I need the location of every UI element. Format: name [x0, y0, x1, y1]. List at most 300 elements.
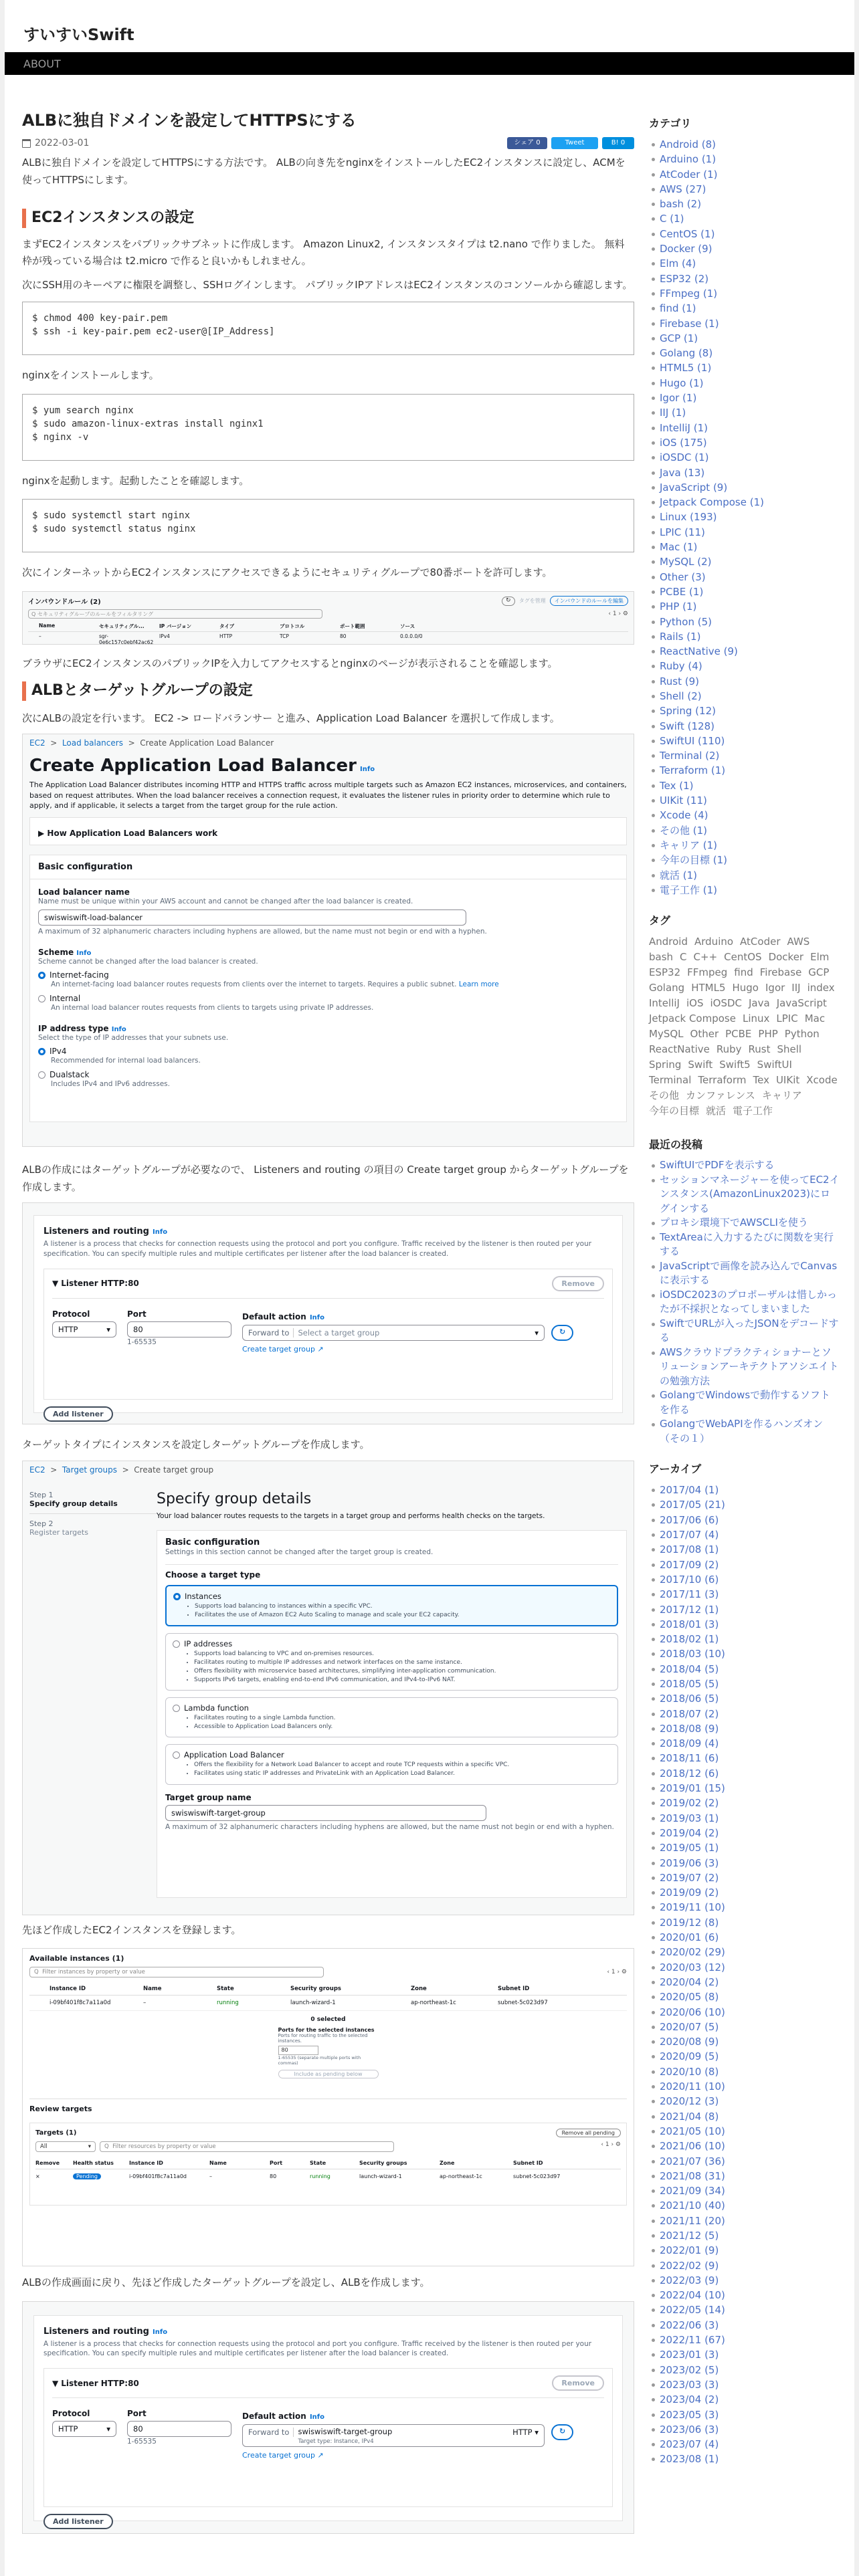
selected-count: 0 selected — [310, 2016, 346, 2024]
tag-link[interactable]: AtCoder — [740, 936, 781, 948]
archive-link[interactable]: 2017/09 (2) — [660, 1558, 719, 1571]
recent-post-link[interactable]: AWSクラウドプラクティショナーとソリューションアーキテクトアソシエイトの勉強方法 — [660, 1346, 839, 1387]
recent-post-item — [649, 1173, 840, 1216]
archive-link[interactable]: 2023/04 (2) — [660, 2393, 719, 2406]
archive-link[interactable]: 2022/06 (3) — [660, 2319, 719, 2331]
archive-link[interactable]: 2021/11 (20) — [660, 2214, 725, 2227]
tag-link[interactable]: Java — [749, 997, 770, 1010]
archive-link[interactable]: 2019/03 (1) — [660, 1812, 719, 1824]
tag-link[interactable]: JavaScript — [776, 997, 827, 1010]
category-link[interactable]: Mac (1) — [660, 541, 698, 554]
recent-post-link[interactable]: SwiftUIでPDFを表示する — [660, 1159, 775, 1172]
target-type-option[interactable] — [165, 1697, 618, 1737]
category-link[interactable]: find (1) — [660, 302, 696, 315]
tag-link[interactable]: PHP — [758, 1028, 778, 1041]
listeners-info-link[interactable]: Info — [153, 1228, 168, 1237]
crumb-ec2[interactable]: EC2 — [29, 1465, 45, 1475]
dualstack-radio[interactable] — [38, 1071, 45, 1079]
category-link[interactable]: ESP32 (2) — [660, 272, 709, 285]
archive-link[interactable]: 2017/04 (1) — [660, 1484, 719, 1497]
archive-link[interactable]: 2023/02 (5) — [660, 2363, 719, 2376]
tag-link[interactable]: Golang — [649, 982, 685, 994]
category-link[interactable]: bash (2) — [660, 198, 702, 211]
category-link[interactable]: Terraform (1) — [660, 764, 726, 777]
archive-link[interactable]: 2020/07 (5) — [660, 2020, 719, 2033]
tag-link[interactable]: FFmpeg — [687, 966, 728, 979]
archive-link[interactable]: 2021/06 (10) — [660, 2140, 725, 2153]
instances-pagination[interactable]: ‹ 1 › ⚙ — [607, 1969, 627, 1976]
category-link[interactable]: Linux (193) — [660, 511, 717, 524]
tag-link[interactable]: Terraform — [698, 1074, 747, 1087]
action2-info-link[interactable]: Info — [309, 2413, 324, 2422]
recent-post-link[interactable]: SwiftでURLが入ったJSONをデコードする — [660, 1317, 839, 1344]
tag-link[interactable]: Python — [784, 1028, 820, 1041]
archive-link[interactable]: 2018/04 (5) — [660, 1662, 719, 1675]
tag-link[interactable]: Hugo — [732, 982, 759, 994]
archive-link[interactable]: 2017/10 (6) — [660, 1573, 719, 1586]
table-cell: – — [143, 2000, 147, 2007]
edit-inbound-rules-button[interactable]: インバウンドのルールを編集 — [550, 596, 628, 606]
add-listener2-button[interactable]: Add listener — [43, 2514, 113, 2529]
target-type-option[interactable] — [165, 1585, 618, 1626]
tag-link[interactable]: PCBE — [725, 1028, 752, 1041]
archive-link[interactable]: 2020/03 (12) — [660, 1961, 725, 1973]
remove-target-icon: × — [35, 2173, 40, 2180]
basic-configuration-panel — [29, 855, 627, 1122]
archive-link[interactable]: 2020/02 (29) — [660, 1946, 725, 1959]
target-type-option[interactable] — [165, 1744, 618, 1784]
category-link[interactable]: Ruby (4) — [660, 660, 702, 673]
category-link[interactable]: 電子工作 (1) — [660, 883, 718, 896]
tweet-button[interactable]: Tweet — [551, 137, 598, 149]
category-link[interactable]: Swift (128) — [660, 720, 714, 732]
category-item — [649, 748, 840, 763]
step1-name[interactable]: Specify group details — [29, 1499, 118, 1508]
tag-link[interactable]: Mac — [804, 1012, 826, 1025]
instances-filter-input[interactable]: Q Filter instances by property or value — [29, 1967, 324, 1977]
archive-link[interactable]: 2022/02 (9) — [660, 2259, 719, 2272]
category-link[interactable]: Terminal (2) — [660, 750, 720, 762]
category-link[interactable]: IntelliJ (1) — [660, 421, 708, 434]
tag-link[interactable]: Jetpack Compose — [649, 1012, 736, 1025]
tag-link[interactable]: Spring — [649, 1059, 682, 1071]
listener2-collapse-icon[interactable]: ▼ — [52, 2378, 59, 2388]
archive-link[interactable]: 2018/06 (5) — [660, 1693, 719, 1705]
category-link[interactable]: Tex (1) — [660, 779, 694, 792]
category-link[interactable]: Xcode (4) — [660, 809, 708, 822]
category-link[interactable]: 今年の目標 (1) — [660, 854, 728, 867]
category-link[interactable]: Shell (2) — [660, 689, 702, 702]
archive-link[interactable]: 2021/10 (40) — [660, 2199, 725, 2212]
archive-link[interactable]: 2019/09 (2) — [660, 1887, 719, 1899]
archive-link[interactable]: 2017/07 (4) — [660, 1529, 719, 1541]
port2-input[interactable]: 80 — [127, 2421, 231, 2437]
tag-link[interactable]: 就活 — [706, 1105, 727, 1117]
tag-link[interactable]: index — [807, 982, 835, 994]
selected-target-group: swiswiswift-target-group — [298, 2427, 393, 2437]
category-link[interactable]: PCBE (1) — [660, 585, 704, 598]
create-target-group-text: Create target group — [242, 1344, 315, 1354]
install-code-block: $ yum search nginx $ sudo amazon-linux-extras install nginx1 $ nginx -v — [22, 394, 634, 461]
column-header: Zone — [440, 2160, 455, 2167]
archive-link[interactable]: 2021/07 (36) — [660, 2155, 725, 2167]
category-link[interactable]: HTML5 (1) — [660, 362, 712, 374]
site-header — [5, 0, 854, 52]
recent-post-link[interactable]: セッションマネージャーを使ってEC2インスタンス(AmazonLinux2023)にログインする — [660, 1173, 840, 1214]
archive-link[interactable]: 2021/08 (31) — [660, 2169, 725, 2182]
pagination[interactable]: ‹ 1 › ⚙ — [608, 610, 628, 617]
target-type-option[interactable] — [165, 1633, 618, 1691]
archive-link[interactable]: 2018/05 (5) — [660, 1678, 719, 1690]
archive-item — [649, 1513, 840, 1527]
category-link[interactable]: Rails (1) — [660, 630, 701, 643]
option-bullets — [194, 1650, 611, 1685]
category-link[interactable]: ReactNative (9) — [660, 645, 738, 658]
category-link[interactable]: Hugo (1) — [660, 377, 704, 389]
refresh-icon[interactable]: ↻ — [551, 1325, 573, 1341]
archive-link[interactable]: 2021/04 (8) — [660, 2110, 719, 2123]
archive-link[interactable]: 2018/03 (10) — [660, 1648, 725, 1660]
tag-link[interactable]: LPIC — [776, 1012, 798, 1025]
tag-link[interactable]: IntelliJ — [649, 997, 680, 1010]
category-link[interactable]: Golang (8) — [660, 347, 713, 360]
option-bullet: • Supports load balancing to instances within a specific VPC. — [195, 1602, 610, 1611]
category-link[interactable]: AtCoder (1) — [660, 168, 718, 181]
option-radio[interactable] — [173, 1593, 181, 1600]
archive-link[interactable]: 2020/12 (3) — [660, 2095, 719, 2108]
archive-link[interactable]: 2022/11 (67) — [660, 2334, 725, 2347]
internet-facing-label: Internet-facing — [50, 970, 109, 980]
archive-link[interactable]: 2018/11 (6) — [660, 1752, 719, 1765]
archive-item — [649, 2347, 840, 2362]
archive-link[interactable]: 2018/01 (3) — [660, 1618, 719, 1630]
create-target-group-link[interactable]: Create target group ↗ — [242, 1344, 324, 1354]
tag-link[interactable]: iOSDC — [710, 997, 742, 1010]
option-radio[interactable] — [173, 1751, 180, 1759]
remove-all-pending-button[interactable]: Remove all pending — [556, 2129, 621, 2137]
category-item — [649, 734, 840, 748]
table-cell: launch-wizard-1 — [290, 2000, 336, 2007]
archive-item — [649, 2333, 840, 2347]
tag-link[interactable]: Shell — [777, 1043, 802, 1056]
category-item — [649, 272, 840, 286]
sg-search-input[interactable]: Q セキュリティグループのルールをフィルタリング — [28, 609, 322, 619]
archive-link[interactable]: 2019/05 (1) — [660, 1842, 719, 1854]
target-group-select[interactable] — [242, 1325, 545, 1341]
category-link[interactable]: MySQL (2) — [660, 556, 712, 568]
protocol-select[interactable] — [52, 1321, 116, 1337]
refresh-icon[interactable]: ↻ — [502, 597, 515, 606]
tag-link[interactable]: Tex — [753, 1074, 769, 1087]
tag-link[interactable]: bash — [649, 951, 674, 964]
category-item — [649, 793, 840, 808]
category-link[interactable]: LPIC (11) — [660, 526, 705, 538]
category-link[interactable]: PHP (1) — [660, 601, 697, 613]
archive-link[interactable]: 2019/07 (2) — [660, 1871, 719, 1884]
recent-post-link[interactable]: GolangでWebAPIを作るハンズオン（その１） — [660, 1418, 824, 1444]
ipv4-desc: Recommended for internal load balancers. — [51, 1057, 201, 1065]
recent-post-link[interactable]: GolangでWindowsで動作するソフトを作る — [660, 1389, 830, 1416]
listeners2-info-link[interactable]: Info — [153, 2328, 168, 2336]
archive-link[interactable]: 2023/08 (1) — [660, 2453, 719, 2466]
internet-facing-radio[interactable] — [38, 972, 45, 979]
archive-link[interactable]: 2022/05 (14) — [660, 2304, 725, 2317]
dualstack-label: Dualstack — [50, 1070, 90, 1080]
ports-input[interactable]: 80 — [278, 2046, 318, 2055]
target-group2-select[interactable] — [242, 2424, 545, 2447]
category-item — [649, 719, 840, 734]
option-radio[interactable] — [173, 1640, 180, 1648]
site-title[interactable]: すいすいSwift — [23, 25, 134, 44]
category-link[interactable]: Arduino (1) — [660, 153, 717, 166]
category-link[interactable]: SwiftUI (110) — [660, 734, 725, 747]
option-radio[interactable] — [173, 1705, 180, 1712]
archive-link[interactable]: 2022/01 (9) — [660, 2244, 719, 2257]
tag-link[interactable]: Arduino — [694, 936, 734, 948]
category-link[interactable]: キャリア (1) — [660, 839, 718, 851]
tag-link[interactable]: iOS — [686, 997, 704, 1010]
scheme-label: Scheme — [38, 947, 74, 957]
tag-link[interactable]: Docker — [768, 951, 804, 964]
archive-item — [649, 1840, 840, 1855]
category-link[interactable]: JavaScript (9) — [660, 481, 728, 494]
category-link[interactable]: iOS (175) — [660, 436, 707, 449]
listener-remove-button[interactable]: Remove — [552, 1276, 604, 1291]
tag-link[interactable]: Linux — [742, 1012, 770, 1025]
archive-link[interactable]: 2019/06 (3) — [660, 1856, 719, 1869]
nav-about[interactable]: ABOUT — [23, 57, 61, 70]
category-link[interactable]: その他 (1) — [660, 824, 708, 837]
crumb-load-balancers[interactable]: Load balancers — [62, 738, 123, 748]
archive-link[interactable]: 2020/08 (9) — [660, 2036, 719, 2048]
archive-link[interactable]: 2018/07 (2) — [660, 1707, 719, 1720]
archive-link[interactable]: 2017/11 (3) — [660, 1588, 719, 1601]
archive-link[interactable]: 2018/12 (6) — [660, 1767, 719, 1780]
option-bullets — [195, 1602, 610, 1620]
category-link[interactable]: CentOS (1) — [660, 227, 715, 240]
archive-item — [649, 2214, 840, 2228]
option-bullet: • Facilitates the use of Amazon EC2 Auto Scaling to manage and scale your EC2 capacity. — [195, 1611, 610, 1620]
archive-item — [649, 1811, 840, 1826]
crumb-ec2[interactable]: EC2 — [29, 738, 45, 748]
recent-post-link[interactable]: TextAreaに入力するたびに関数を実行する — [660, 1230, 834, 1258]
option-bullet: • Supports IPv6 targets, enabling end-to-end IPv6 communication, and IPv4-to-IPv6 NAT. — [194, 1676, 611, 1685]
category-link[interactable]: Spring (12) — [660, 705, 716, 718]
tag-link[interactable]: ReactNative — [649, 1043, 710, 1056]
archive-link[interactable]: 2020/11 (10) — [660, 2080, 725, 2093]
category-link[interactable]: Firebase (1) — [660, 317, 719, 330]
targets-filter-select[interactable] — [35, 2141, 96, 2152]
table-row[interactable] — [28, 632, 628, 645]
archive-link[interactable]: 2023/07 (4) — [660, 2438, 719, 2451]
lb-name-input[interactable]: swiswiswift-load-balancer — [38, 909, 466, 926]
archive-link[interactable]: 2017/08 (1) — [660, 1543, 719, 1556]
category-link[interactable]: UIKit (11) — [660, 794, 707, 807]
archive-link[interactable]: 2017/06 (6) — [660, 1513, 719, 1526]
tag-link[interactable]: find — [734, 966, 753, 979]
category-link[interactable]: Jetpack Compose (1) — [660, 496, 764, 509]
tag-link[interactable]: C — [680, 951, 687, 964]
ipv4-radio[interactable] — [38, 1048, 45, 1055]
option-title — [173, 1750, 611, 1759]
archive-link[interactable]: 2018/02 (1) — [660, 1633, 719, 1646]
scheme-info-link[interactable]: Info — [76, 949, 92, 957]
recent-post-link[interactable]: iOSDC2023のプロポーザルは惜しかったが不採択となってしまいました — [660, 1288, 837, 1315]
option-name: Lambda function — [184, 1703, 249, 1713]
archive-link[interactable]: 2017/12 (1) — [660, 1603, 719, 1616]
category-link[interactable]: FFmpeg (1) — [660, 287, 718, 300]
category-link[interactable]: Python (5) — [660, 615, 712, 628]
archive-link[interactable]: 2021/05 (10) — [660, 2125, 725, 2137]
archive-link[interactable]: 2020/10 (8) — [660, 2065, 719, 2078]
heading-ec2: EC2インスタンスの設定 — [22, 209, 634, 228]
facebook-share-button[interactable]: シェア 0 — [507, 137, 547, 149]
column-header: Name — [39, 622, 56, 629]
tag-link[interactable]: Igor — [765, 982, 785, 994]
table-cell: TCP — [280, 633, 289, 639]
tag-link[interactable]: CentOS — [724, 951, 762, 964]
option-bullet: • Facilitates routing to a single Lambda function. — [194, 1714, 611, 1723]
manage-tags-button[interactable]: タグを管理 — [518, 598, 546, 605]
archive-link[interactable]: 2022/04 (10) — [660, 2289, 725, 2302]
targets-pagination[interactable]: ‹ 1 › ⚙ — [601, 2141, 621, 2149]
tag-link[interactable]: Rust — [748, 1043, 771, 1056]
table-cell[interactable] — [35, 2173, 73, 2179]
recent-post-link[interactable]: プロキシ環境下でAWSCLIを使う — [660, 1216, 808, 1229]
tag-link[interactable]: UIKit — [775, 1074, 800, 1087]
archive-link[interactable]: 2020/04 (2) — [660, 1975, 719, 1988]
tag-link[interactable]: 電子工作 — [733, 1105, 773, 1117]
step2-label: Step 2 — [29, 1519, 54, 1528]
category-link[interactable]: AWS (27) — [660, 183, 706, 195]
tag-link[interactable]: Terminal — [649, 1074, 692, 1087]
category-link[interactable]: Other (3) — [660, 570, 706, 583]
tag-link[interactable]: SwiftUI — [757, 1059, 792, 1071]
category-item — [649, 211, 840, 226]
archive-link[interactable]: 2020/09 (5) — [660, 2050, 719, 2063]
archive-link[interactable]: 2020/05 (8) — [660, 1991, 719, 2004]
tag-link[interactable]: Elm — [810, 951, 830, 964]
tag-link[interactable]: Swift5 — [719, 1059, 751, 1071]
instances-table-row[interactable] — [29, 1996, 627, 2011]
protocol2-select[interactable] — [52, 2421, 116, 2437]
target-group-protocol: HTTP ▾ — [512, 2428, 539, 2438]
category-link[interactable]: Igor (1) — [660, 392, 697, 405]
archive-link[interactable]: 2021/12 (5) — [660, 2229, 719, 2242]
instances-table-header — [29, 1983, 627, 1996]
tag-link[interactable]: ESP32 — [649, 966, 681, 979]
listener-collapse-icon[interactable]: ▼ — [52, 1279, 59, 1289]
category-item — [649, 629, 840, 644]
recent-post-item — [649, 1216, 840, 1230]
ports-hint: Ports for routing traffic to the selected instances. — [278, 2033, 368, 2044]
category-link[interactable]: 就活 (1) — [660, 869, 698, 881]
archive-link[interactable]: 2019/01 (15) — [660, 1782, 725, 1795]
tag-link[interactable]: カンファレンス — [686, 1089, 755, 1102]
category-item — [649, 778, 840, 793]
archive-link[interactable]: 2018/08 (9) — [660, 1722, 719, 1735]
archive-link[interactable]: 2023/01 (3) — [660, 2349, 719, 2361]
archive-link[interactable]: 2017/05 (21) — [660, 1499, 725, 1511]
recent-post-link[interactable]: JavaScriptで画像を読み込んでCanvasに表示する — [660, 1259, 838, 1287]
action-info-link[interactable]: Info — [309, 1313, 324, 1321]
category-link[interactable]: Docker (9) — [660, 243, 712, 255]
category-link[interactable]: iOSDC (1) — [660, 451, 709, 464]
tag-link[interactable]: その他 — [649, 1089, 680, 1102]
targets-filter-input[interactable]: Q Filter resources by property or value — [100, 2141, 394, 2152]
category-link[interactable]: Elm (4) — [660, 257, 696, 270]
tag-link[interactable]: Other — [690, 1028, 719, 1041]
how-alb-works-panel[interactable] — [29, 817, 627, 845]
category-link[interactable]: Android (8) — [660, 138, 717, 150]
port-input[interactable]: 80 — [127, 1321, 231, 1337]
tag-link[interactable]: HTML5 — [691, 982, 726, 994]
archive-link[interactable]: 2023/06 (3) — [660, 2423, 719, 2436]
archive-link[interactable]: 2019/12 (8) — [660, 1916, 719, 1929]
create-target-group2-link[interactable]: Create target group ↗ — [242, 2451, 324, 2460]
tag-link[interactable]: Android — [649, 936, 688, 948]
hatena-bookmark-button[interactable]: B! 0 — [602, 137, 634, 149]
category-link[interactable]: GCP (1) — [660, 332, 698, 344]
archive-link[interactable]: 2019/11 (10) — [660, 1901, 725, 1914]
tg-name-input[interactable]: swiswiswift-target-group — [165, 1805, 486, 1821]
option-name: IP addresses — [184, 1639, 233, 1649]
category-link[interactable]: IIJ (1) — [660, 407, 686, 419]
archive-link[interactable]: 2023/03 (3) — [660, 2378, 719, 2391]
tag-link[interactable]: Xcode — [806, 1074, 838, 1087]
archive-link[interactable]: 2023/05 (3) — [660, 2408, 719, 2421]
refresh-icon[interactable]: ↻ — [551, 2424, 573, 2440]
crumb-target-groups[interactable]: Target groups — [62, 1465, 117, 1475]
category-link[interactable]: Rust (9) — [660, 675, 699, 687]
tag-link[interactable]: MySQL — [649, 1028, 684, 1041]
default-action-label: Default action — [242, 1311, 306, 1321]
tag-link[interactable]: IIJ — [791, 982, 801, 994]
category-link[interactable]: Java (13) — [660, 466, 705, 479]
tag-link[interactable]: Firebase — [759, 966, 802, 979]
archive-item — [649, 2437, 840, 2452]
ip-info-link[interactable]: Info — [111, 1025, 126, 1033]
category-link[interactable]: C (1) — [660, 213, 684, 225]
internal-radio[interactable] — [38, 995, 45, 1002]
tag-link[interactable]: 今年の目標 — [649, 1105, 700, 1117]
alb-info-link[interactable]: Info — [360, 766, 375, 774]
tag-link[interactable]: Ruby — [716, 1043, 742, 1056]
tag-link[interactable]: Swift — [688, 1059, 713, 1071]
archive-link[interactable]: 2018/09 (4) — [660, 1737, 719, 1750]
archive-link[interactable]: 2020/01 (6) — [660, 1931, 719, 1944]
tag-link[interactable]: AWS — [787, 936, 810, 948]
alb-page-title: Create Application Load Balancer — [29, 756, 357, 776]
archive-link[interactable]: 2021/09 (34) — [660, 2185, 725, 2197]
archive-item — [649, 1826, 840, 1840]
archive-link[interactable]: 2020/06 (10) — [660, 2006, 725, 2018]
protocol2-label: Protocol — [52, 2409, 90, 2419]
archive-item — [649, 1707, 840, 1721]
forward2-label: Forward to — [248, 2428, 294, 2437]
ports-title: Ports for the selected instances — [278, 2027, 375, 2034]
add-listener-button[interactable]: Add listener — [43, 1406, 113, 1422]
archive-link[interactable]: 2022/03 (9) — [660, 2274, 719, 2286]
learn-more-link[interactable]: Learn more — [458, 980, 499, 989]
tag-link[interactable]: キャリア — [761, 1089, 802, 1102]
archive-link[interactable]: 2019/02 (2) — [660, 1797, 719, 1810]
include-pending-button[interactable]: Include as pending below — [278, 2070, 379, 2078]
archive-link[interactable]: 2019/04 (2) — [660, 1826, 719, 1839]
tag-link[interactable]: GCP — [808, 966, 830, 979]
tag-link[interactable]: C++ — [693, 951, 718, 964]
listener2-remove-button[interactable]: Remove — [552, 2375, 604, 2391]
